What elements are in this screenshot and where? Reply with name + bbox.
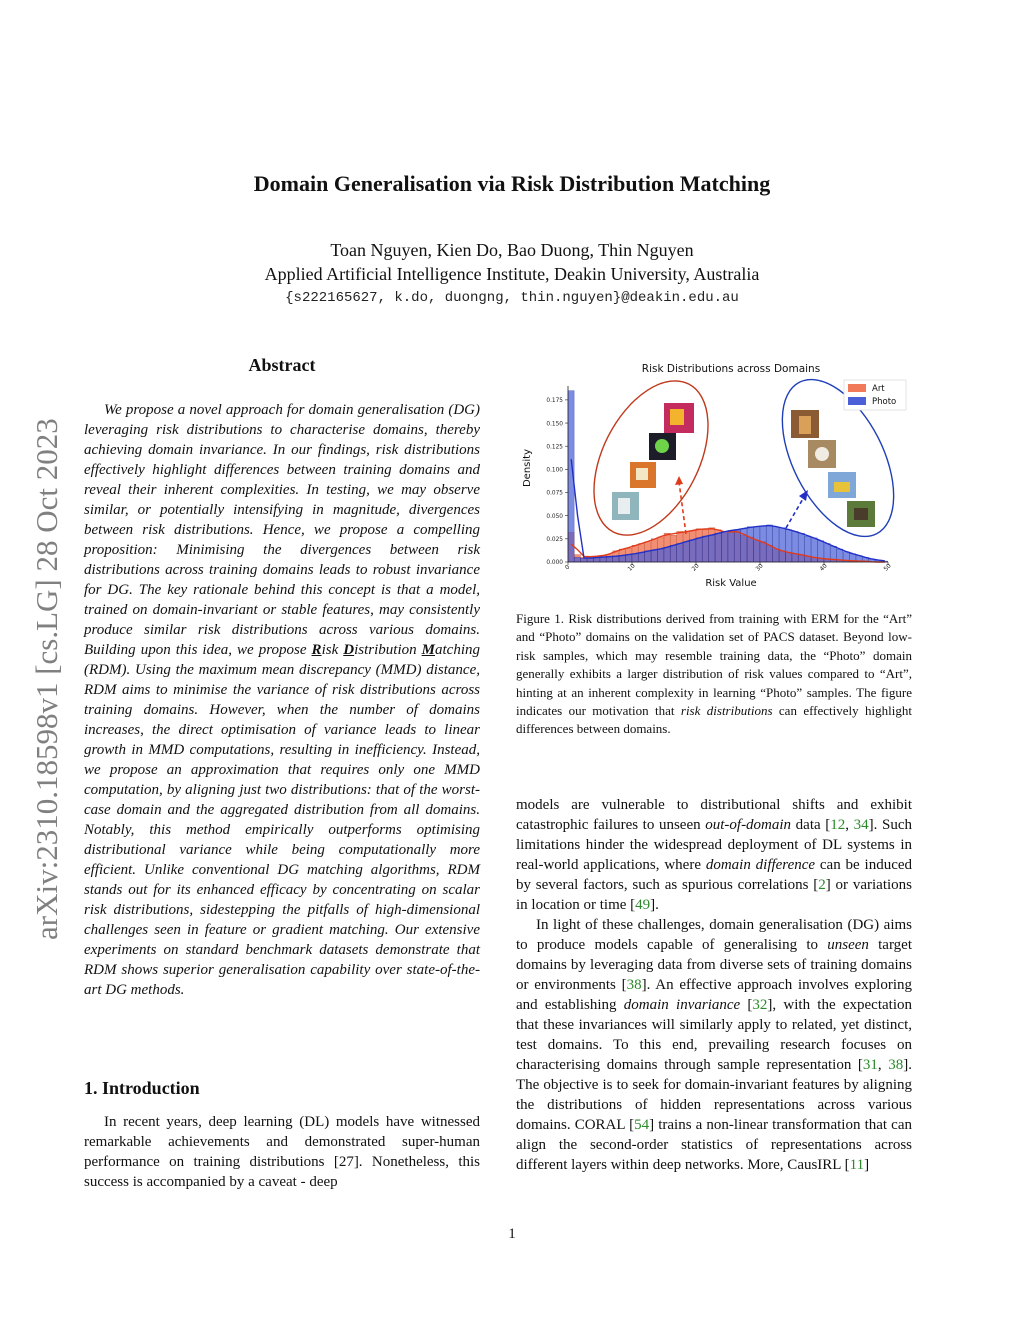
bar-photo-34 [786, 530, 792, 562]
arxiv-id: arXiv:2310.18598v1 [cs.LG] 28 Oct 2023 [29, 418, 64, 940]
bar-photo-1 [574, 557, 580, 562]
right-paragraph-2: In light of these challenges, domain generalisation (DG) aims to produce models capable of generalising to unseen target domains by leveraging data from diverse sets of training domains or environments [38]. An effective approach involves exploring and establishing domain invariance [32], with the expectation that these invariances will similarly apply to related, yet distinct, test domains. To this end, prevailing research focuses on characterising domains through sample representation [31, 38]. The objective is to seek for domain-invariant features by aligning the distributions of hidden representations across various domains. CORAL [54] trains a non-linear transformation that can align the second-order statistics of representations across different layers within deep networks. More, CausIRL [11] [516, 917, 913, 1173]
art-image-1-detail [670, 409, 684, 425]
x-tick-label: 30 [755, 563, 765, 573]
legend-label-art: Art [872, 384, 885, 394]
bar-photo-28 [747, 527, 753, 562]
bar-photo-35 [792, 531, 798, 562]
bar-photo-36 [798, 533, 804, 562]
chart-ylabel: Density [522, 448, 533, 488]
legend-swatch-photo [848, 397, 866, 405]
bar-photo-38 [811, 538, 817, 562]
photo-image-2-detail [815, 447, 829, 461]
bar-photo-8 [619, 556, 625, 562]
bar-photo-16 [670, 545, 676, 562]
y-tick-label: 0.000 [546, 560, 563, 567]
y-tick-label: 0.025 [546, 537, 563, 544]
figure-caption: Figure 1. Risk distributions derived from training with ERM for the “Art” and “Photo” domains on the validation set of PACS dataset. Beyond low-risk samples, which may resemble training data, the “Photo” domain generally exhibits a larger distribution of risk values compared to “Art”, hinting at an inherent complexity in learning “Photo” samples. The figure indicates our motivation that risk distributions can effectively highlight differences between domains. [516, 611, 912, 737]
figure-1 [516, 356, 912, 596]
bar-photo-11 [638, 553, 644, 562]
bar-photo-33 [779, 528, 785, 562]
chart-title: Risk Distributions across Domains [641, 363, 821, 375]
bar-photo-13 [651, 550, 657, 562]
art-image-3-detail [636, 468, 648, 480]
photo-arrowhead [799, 490, 808, 501]
bar-photo-5 [600, 557, 606, 562]
bar-photo-15 [664, 547, 670, 562]
right-paragraph-1: models are vulnerable to distributional shifts and exhibit catastrophic failures to unseen out-of-domain data [12, 34]. Such limitations hinder the widespread deployment of DL systems in real-world applications, where domain difference can be induced by several factors, such as spurious correlations [2] or variations in location or time [49]. [516, 797, 913, 913]
bar-photo-25 [728, 531, 734, 562]
x-tick-label: 10 [627, 563, 637, 573]
art-arrowhead [675, 476, 683, 485]
art-arrow [679, 482, 686, 534]
bar-photo-18 [683, 542, 689, 562]
legend-label-photo: Photo [872, 397, 897, 407]
y-tick-label: 0.175 [546, 398, 563, 405]
bar-photo-12 [645, 551, 651, 562]
email: {s222165627, k.do, duongng, thin.nguyen}@deakin.edu.au [285, 290, 739, 306]
bar-photo-20 [696, 538, 702, 562]
x-tick-label: 20 [691, 563, 701, 573]
bar-photo-24 [722, 531, 728, 562]
chart-xlabel: Risk Value [705, 578, 757, 589]
photo-image-4-detail [854, 508, 868, 520]
photo-arrow [786, 497, 804, 528]
bar-photo-22 [709, 535, 715, 562]
bar-photo-26 [734, 530, 740, 562]
bar-photo-32 [773, 527, 779, 562]
page-number: 1 [508, 1226, 516, 1242]
bar-photo-3 [587, 558, 593, 562]
intro-text: In recent years, deep learning (DL) models have witnessed remarkable achievements and demonstrated super-human performance on training distributions [27]. Nonetheless, this success is accompanied by a caveat - deep [84, 1114, 480, 1190]
x-tick-label: 40 [819, 563, 829, 573]
y-tick-label: 0.125 [546, 444, 563, 451]
y-tick-label: 0.050 [546, 513, 563, 520]
y-tick-label: 0.075 [546, 490, 563, 497]
risk-chart [516, 356, 912, 596]
arxiv-sidebar [0, 60, 90, 1060]
photo-image-1-detail [799, 416, 811, 434]
bar-photo-17 [677, 543, 683, 562]
bar-photo-37 [805, 536, 811, 562]
bar-photo-10 [632, 554, 638, 562]
bar-photo-29 [754, 527, 760, 562]
x-tick-label: 0 [564, 564, 572, 572]
bar-photo-23 [715, 533, 721, 562]
legend-swatch-art [848, 384, 866, 392]
bar-photo-19 [690, 540, 696, 562]
bar-photo-14 [658, 549, 664, 562]
art-image-4-detail [618, 498, 630, 514]
intro-heading: 1. Introduction [84, 1078, 200, 1098]
authors: Toan Nguyen, Kien Do, Bao Duong, Thin Nguyen [330, 240, 694, 260]
abstract-text: We propose a novel approach for domain generalisation (DG) leveraging risk distributions to characterise domains, thereby achieving domain invariance. In our findings, risk distributions effectively highlight differences between training domains and reveal their inherent complexities. In testing, we may observe similar, or potentially intensifying in magnitude, divergences between risk distributions. Hence, we propose a compelling proposition: Minimising the divergences between risk distributions across training domains leads to robust invariance for DG. The key rationale behind this concept is that a model, trained on domain-invariant or stable features, may consistently produce similar risk distributions across various domains. Building upon this idea, we propose Risk Distribution Matching (RDM). Using the maximum mean discrepancy (MMD) distance, RDM aims to minimise the variance of risk distributions across training domains. However, when the number of domains increases, the direct optimisation of variance leads to linear growth in MMD computations, resulting in inefficiency. Instead, we propose an approximation that requires only one MMD computation, by aligning just two distributions: that of the worst-case domain and the aggregated distribution from all domains. Notably, this method empirically outperforms optimising distributional variance while being computationally more efficient. Unlike conventional DG matching algorithms, RDM stands out for its enhanced efficacy by concentrating on scalar risk distributions, sidestepping the pitfalls of high-dimensional challenges seen in feature or gradient matching. Our extensive experiments on standard benchmark datasets demonstrate that RDM shows superior generalisation capability over state-of-the-art DG methods. [84, 402, 480, 998]
chart-legend [844, 380, 906, 410]
affiliation: Applied Artificial Intelligence Institute, Deakin University, Australia [264, 264, 760, 284]
y-tick-label: 0.100 [546, 467, 563, 474]
x-tick-label: 50 [883, 563, 893, 573]
art-image-2-detail [655, 439, 669, 453]
abstract-heading: Abstract [248, 355, 316, 375]
bar-photo-21 [702, 536, 708, 562]
photo-thumbnails [791, 410, 875, 527]
bar-photo-2 [581, 558, 587, 562]
photo-image-3-detail [834, 482, 850, 492]
paper-title: Domain Generalisation via Risk Distribution Matching [253, 171, 771, 196]
y-tick-label: 0.150 [546, 421, 563, 428]
bar-photo-9 [626, 555, 632, 562]
bar-photo-7 [613, 556, 619, 562]
